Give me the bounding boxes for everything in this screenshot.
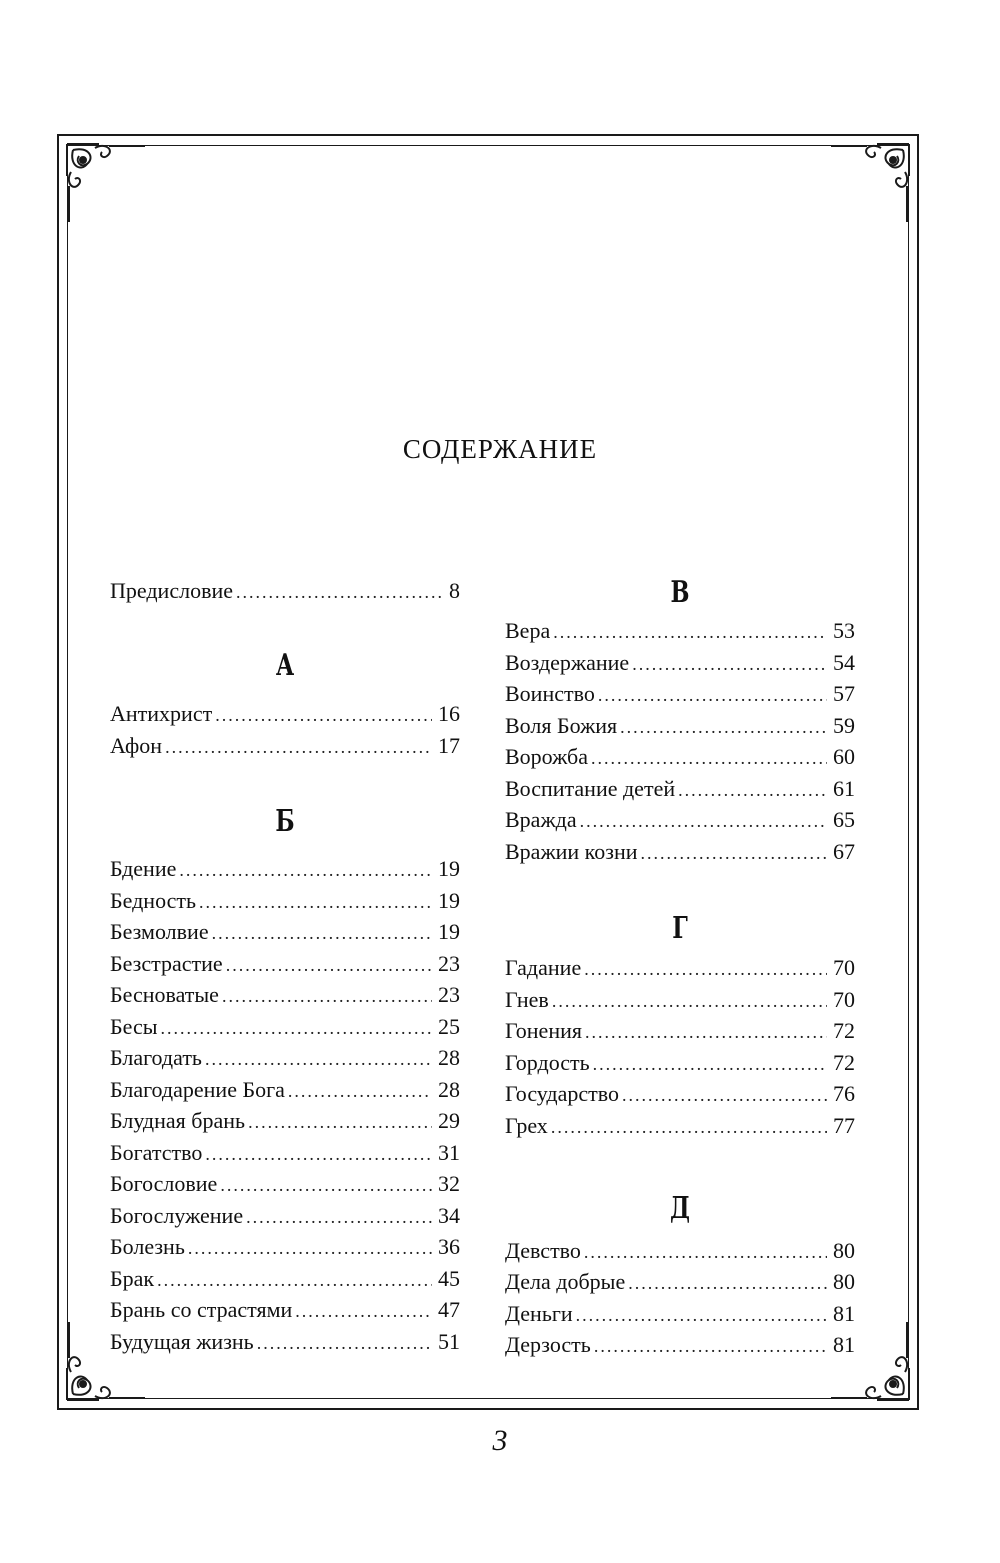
leader-dots [220,1175,432,1196]
leader-dots [188,1238,432,1259]
leader-dots [226,955,432,976]
toc-entry-page: 29 [438,1108,460,1133]
toc-entry-label: Гордость [505,1050,590,1075]
leader-dots [205,1049,432,1070]
toc-entry-label: Грех [505,1113,548,1138]
toc-entry-page: 67 [833,839,855,864]
toc-entry-page: 32 [438,1171,460,1196]
toc-entry[interactable] [505,1269,855,1300]
toc-entry-page: 19 [438,888,460,913]
toc-entry[interactable] [110,1108,460,1139]
leader-dots [620,717,827,738]
toc-entry-label: Бесы [110,1014,158,1039]
leader-dots [157,1270,432,1291]
toc-entry[interactable] [110,1045,460,1076]
toc-entry[interactable] [505,1301,855,1332]
toc-entry-label: Дерзость [505,1332,591,1357]
toc-entry-label: Вражда [505,807,577,832]
toc-entry[interactable] [110,919,460,950]
leader-dots [584,1242,827,1263]
toc-entry-page: 59 [833,713,855,738]
toc-entry-page: 70 [833,987,855,1012]
toc-entry-label: Богословие [110,1171,218,1196]
toc-entry-label: Безстрастие [110,951,223,976]
toc-entry-label: Ворожба [505,744,588,769]
toc-entry-page: 72 [833,1018,855,1043]
toc-entry-preface[interactable] [110,578,460,609]
leader-dots [295,1301,432,1322]
toc-entry-label: Будущая жизнь [110,1329,254,1354]
toc-entry-page: 65 [833,807,855,832]
toc-entry[interactable] [505,955,855,986]
toc-entry-label: Государство [505,1081,619,1106]
toc-entry-label: Деньги [505,1301,573,1326]
toc-entry-label: Богослужение [110,1203,244,1228]
toc-entry-label: Воздержание [505,650,630,675]
toc-entry[interactable] [110,1171,460,1202]
toc-entry[interactable] [110,888,460,919]
corner-ornament-top-left [59,136,154,231]
toc-entry[interactable] [110,1266,460,1297]
toc-entry[interactable] [110,701,460,732]
toc-entry-label: Благодать [110,1045,202,1070]
toc-entry[interactable] [505,650,855,681]
toc-entry[interactable] [110,1234,460,1265]
toc-entry[interactable] [505,713,855,744]
toc-entry-page: 31 [438,1140,460,1165]
leader-dots [288,1081,432,1102]
page-number: 3 [492,1424,508,1457]
toc-entry-page: 54 [833,650,855,675]
toc-entry-page: 28 [438,1045,460,1070]
toc-entry-label: Воля Божия [505,713,618,738]
toc-entry-label: Благодарение Бога [110,1077,285,1102]
leader-dots [678,780,827,801]
leader-dots [215,705,432,726]
toc-entry-label: Брань со страстями [110,1297,293,1322]
toc-entry-label: Предисловие [110,578,233,603]
toc-entry-label: Бедность [110,888,197,913]
toc-entry[interactable] [110,733,460,764]
toc-entry-page: 81 [833,1332,855,1357]
toc-entry[interactable] [110,1077,460,1108]
toc-entry-page: 36 [438,1234,460,1259]
leader-dots [584,959,827,980]
toc-entry-page: 45 [438,1266,460,1291]
toc-entry-page: 25 [438,1014,460,1039]
section-letter-d: Д [669,1191,691,1226]
toc-entry[interactable] [505,681,855,712]
leader-dots [591,748,827,769]
leader-dots [580,811,827,832]
leader-dots [622,1085,827,1106]
leader-dots [257,1333,432,1354]
toc-entry-page: 77 [833,1113,855,1138]
toc-entry-label: Болезнь [110,1234,185,1259]
leader-dots [212,923,432,944]
leader-dots [246,1207,432,1228]
leader-dots [161,1018,433,1039]
leader-dots [594,1336,827,1357]
leader-dots [248,1112,432,1133]
toc-entry[interactable] [505,807,855,838]
toc-entry-page: 19 [438,856,460,881]
leader-dots [552,991,827,1012]
toc-entry[interactable] [505,776,855,807]
corner-ornament-top-right [822,136,917,231]
toc-entry[interactable] [505,839,855,870]
toc-entry[interactable] [110,1203,460,1234]
toc-entry[interactable] [505,1050,855,1081]
toc-entry[interactable] [505,1332,855,1363]
leader-dots [551,1117,827,1138]
toc-entry-label: Безмолвие [110,919,209,944]
toc-entry-label: Антихрист [110,701,213,726]
toc-entry[interactable] [110,1140,460,1171]
leader-dots [165,737,432,758]
toc-entry[interactable] [505,1081,855,1112]
toc-entry-label: Девство [505,1238,581,1263]
toc-entry[interactable] [110,856,460,887]
leader-dots [205,1144,432,1165]
leader-dots [553,622,827,643]
toc-entry-label: Блудная брань [110,1108,246,1133]
leader-dots [598,685,827,706]
toc-entry-label: Бдение [110,856,177,881]
section-letter-a: А [275,648,295,683]
toc-entry-page: 80 [833,1238,855,1263]
toc-entry-label: Брак [110,1266,155,1291]
toc-entry-page: 23 [438,951,460,976]
toc-entry-label: Вражии козни [505,839,638,864]
toc-entry[interactable] [110,982,460,1013]
toc-entry-page: 57 [833,681,855,706]
toc-entry-page: 17 [438,733,460,758]
toc-entry-page: 51 [438,1329,460,1354]
toc-entry-label: Бесноватые [110,982,219,1007]
toc-entry-page: 70 [833,955,855,980]
toc-entry[interactable] [505,1238,855,1269]
toc-entry-page: 76 [833,1081,855,1106]
leader-dots [179,860,432,881]
page-title: СОДЕРЖАНИЕ [402,434,598,464]
toc-entry-label: Воспитание детей [505,776,676,801]
toc-entry-label: Афон [110,733,163,758]
toc-entry-page: 80 [833,1269,855,1294]
toc-entry-page: 72 [833,1050,855,1075]
leader-dots [641,843,828,864]
toc-entry-page: 53 [833,618,855,643]
toc-entry-page: 61 [833,776,855,801]
toc-entry-label: Богатство [110,1140,203,1165]
toc-entry[interactable] [505,1113,855,1144]
section-letter-v: В [670,575,690,610]
toc-entry-label: Воинство [505,681,595,706]
toc-entry-page: 28 [438,1077,460,1102]
leader-dots [632,654,827,675]
toc-entry[interactable] [110,951,460,982]
toc-entry-label: Дела добрые [505,1269,626,1294]
toc-entry[interactable] [505,987,855,1018]
toc-entry[interactable] [505,618,855,649]
toc-entry-page: 19 [438,919,460,944]
leader-dots [236,582,443,603]
leader-dots [585,1022,827,1043]
toc-entry-label: Гнев [505,987,549,1012]
leader-dots [628,1273,827,1294]
leader-dots [199,892,432,913]
toc-entry-page: 60 [833,744,855,769]
leader-dots [222,986,432,1007]
toc-entry[interactable] [110,1014,460,1045]
toc-entry-label: Вера [505,618,551,643]
toc-entry-page: 8 [449,578,460,603]
toc-entry[interactable] [505,1018,855,1049]
toc-entry[interactable] [110,1329,460,1360]
section-letter-g: Г [672,911,688,946]
toc-entry-label: Гонения [505,1018,582,1043]
toc-entry[interactable] [110,1297,460,1328]
toc-entry-page: 23 [438,982,460,1007]
toc-entry-label: Гадание [505,955,582,980]
leader-dots [593,1054,827,1075]
toc-entry[interactable] [505,744,855,775]
toc-entry-page: 34 [438,1203,460,1228]
leader-dots [576,1305,827,1326]
toc-entry-page: 47 [438,1297,460,1322]
toc-entry-page: 16 [438,701,460,726]
section-letter-b: Б [275,804,295,839]
toc-entry-page: 81 [833,1301,855,1326]
